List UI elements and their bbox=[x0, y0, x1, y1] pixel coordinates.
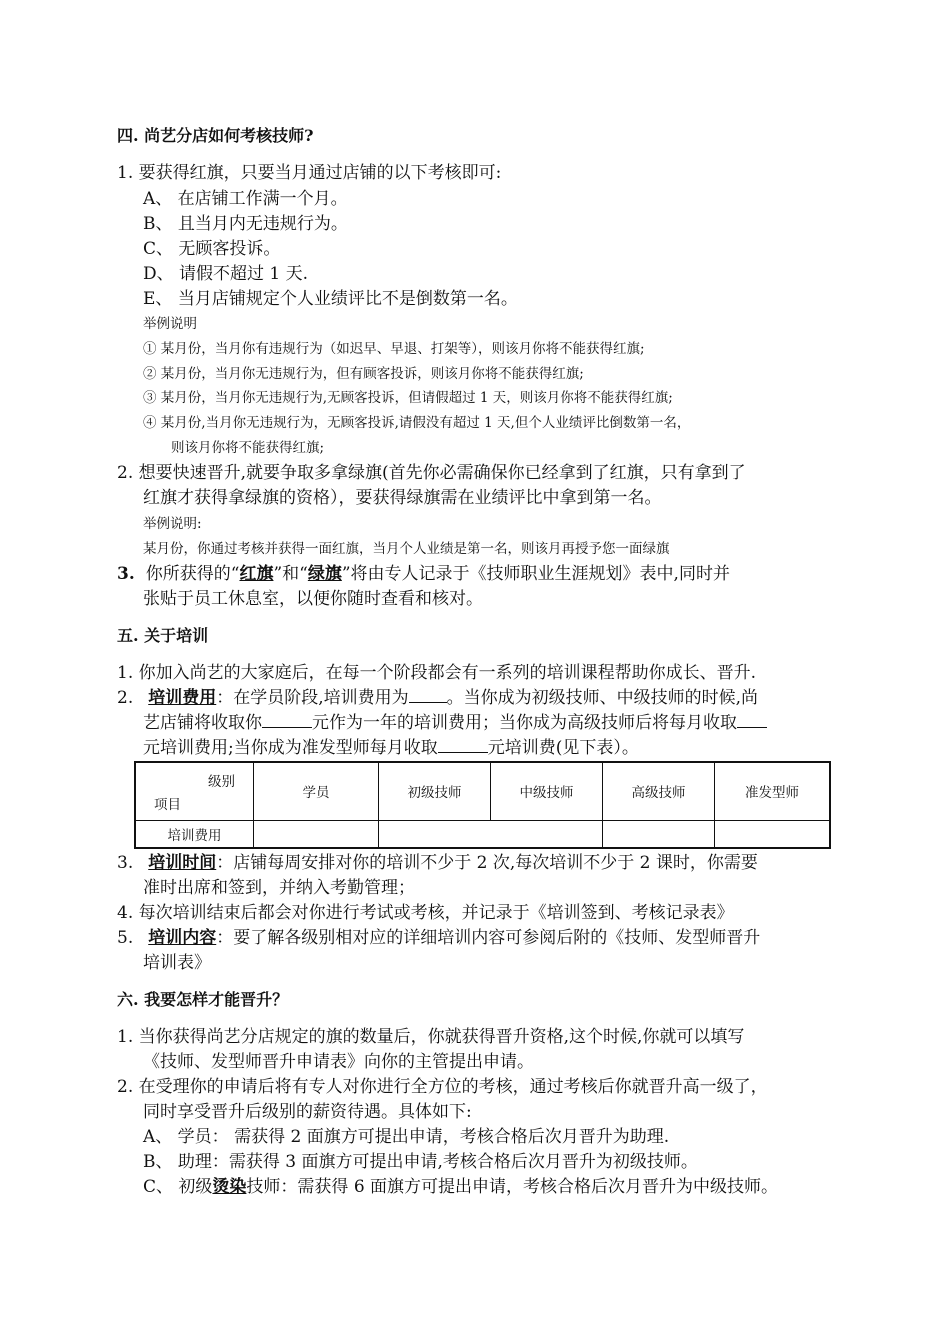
example-4: ④ 某月份,当月你无违规行为，无顾客投诉,请假没有超过 1 天,但个人业绩评比倒数第一名， bbox=[143, 415, 691, 431]
annual-fee-blank[interactable] bbox=[262, 712, 312, 728]
example-title: 举例说明 bbox=[143, 316, 197, 332]
example-2-title: 举例说明: bbox=[143, 516, 202, 532]
perm-dye-term: 烫染 bbox=[212, 1177, 247, 1197]
fee-cell[interactable] bbox=[254, 820, 379, 848]
condition-b: B、 且当月内无违规行为。 bbox=[143, 214, 348, 234]
corner-item-label: 项目 bbox=[154, 796, 181, 813]
training-content-label: 培训内容 bbox=[148, 928, 217, 948]
example-2: ② 某月份，当月你无违规行为，但有顾客投诉，则该月你将不能获得红旗; bbox=[143, 366, 584, 382]
section-5-item-4: 4. 每次培训结束后都会对你进行考试或考核，并记录于《培训签到、考核记录表》 bbox=[117, 903, 734, 923]
section-5-item-5-cont: 培训表》 bbox=[143, 953, 211, 973]
condition-a: A、 在店铺工作满一个月。 bbox=[143, 189, 348, 209]
item-2-line-2-b: 元作为一年的培训费用；当你成为高级技师后将每月收取 bbox=[312, 713, 737, 733]
item-3-text-a: 你所获得的“ bbox=[145, 564, 240, 584]
green-flag-example: 某月份，你通过考核并获得一面红旗，当月个人业绩是第一名，则该月再授予您一面绿旗 bbox=[143, 541, 670, 557]
example-1: ① 某月份，当月你有违规行为（如迟早、早退、打架等），则该月你将不能获得红旗; bbox=[143, 341, 645, 357]
trainee-fee-blank[interactable] bbox=[409, 687, 447, 703]
senior-monthly-fee-blank[interactable] bbox=[737, 712, 767, 728]
item-3-number: 3. bbox=[117, 564, 135, 584]
section-4-item-3-cont: 张贴于员工休息室，以便你随时查看和核对。 bbox=[143, 589, 483, 609]
section-6-item-1: 1. 当你获得尚艺分店规定的旗的数量后，你就获得晋升资格,这个时候,你就可以填写 bbox=[117, 1027, 745, 1047]
section-6-heading: 六. 我要怎样才能晋升？ bbox=[117, 990, 289, 1009]
training-fee-table bbox=[134, 761, 831, 849]
fee-cell[interactable] bbox=[715, 820, 831, 848]
item-5-text: ：要了解各级别相对应的详细培训内容可参阅后附的《技师、发型师晋升 bbox=[216, 928, 761, 948]
section-4-heading: 四. 尚艺分店如何考核技师? bbox=[117, 126, 314, 145]
level-c-b: 技师：需获得 6 面旗方可提出申请，考核合格后次月晋升为中级技师。 bbox=[246, 1177, 779, 1197]
item-5-number: 5. bbox=[117, 928, 134, 948]
section-5-item-3-cont: 准时出席和签到，并纳入考勤管理； bbox=[143, 878, 415, 898]
item-3-text: ：店铺每周安排对你的培训不少于 2 次,每次培训不少于 2 课时，你需要 bbox=[216, 853, 758, 873]
level-c bbox=[143, 1175, 778, 1199]
column-header: 中级技师 bbox=[491, 762, 603, 820]
training-fee-label: 培训费用 bbox=[148, 688, 217, 708]
item-2-line-2-a: 艺店铺将收取你 bbox=[143, 713, 262, 733]
table-corner-cell bbox=[135, 762, 254, 820]
corner-level-label: 级别 bbox=[208, 773, 235, 790]
training-time-label: 培训时间 bbox=[148, 853, 217, 873]
example-4-cont: 则该月你将不能获得红旗; bbox=[171, 440, 325, 456]
section-6-item-2-cont: 同时享受晋升后级别的薪资待遇。具体如下: bbox=[143, 1102, 472, 1122]
section-5-item-2-line-2 bbox=[143, 711, 767, 735]
item-2-text-a: ：在学员阶段,培训费用为 bbox=[216, 688, 409, 708]
section-5-item-1: 1. 你加入尚艺的大家庭后，在每一个阶段都会有一系列的培训课程帮助你成长、晋升. bbox=[117, 663, 757, 683]
section-4-item-2-cont: 红旗才获得拿绿旗的资格），要获得绿旗需在业绩评比中拿到第一名。 bbox=[143, 488, 662, 508]
section-5-item-5 bbox=[117, 926, 760, 950]
fee-cell[interactable] bbox=[379, 820, 603, 848]
column-header: 准发型师 bbox=[715, 762, 831, 820]
level-b: B、 助理：需获得 3 面旗方可提出申请,考核合格后次月晋升为初级技师。 bbox=[143, 1152, 698, 1172]
item-2-line-3-b: 元培训费(见下表）。 bbox=[487, 738, 639, 758]
section-5-heading: 五. 关于培训 bbox=[117, 626, 209, 645]
item-3-number: 3. bbox=[117, 853, 134, 873]
item-2-line-3-a: 元培训费用;当你成为准发型师每月收取 bbox=[143, 738, 438, 758]
red-flag-term: 红旗 bbox=[239, 564, 274, 584]
section-5-item-2-line-3 bbox=[143, 736, 639, 760]
item-2-text-b: 。当你成为初级技师、中级技师的时候,尚 bbox=[446, 688, 759, 708]
level-a: A、 学员： 需获得 2 面旗方可提出申请，考核合格后次月晋升为助理. bbox=[143, 1127, 670, 1147]
item-2-number: 2. bbox=[117, 688, 134, 708]
level-c-a: C、 初级 bbox=[143, 1177, 213, 1197]
section-4-item-1: 1. 要获得红旗，只要当月通过店铺的以下考核即可: bbox=[117, 163, 502, 183]
condition-c: C、 无顾客投诉。 bbox=[143, 239, 281, 259]
column-header: 高级技师 bbox=[603, 762, 715, 820]
section-6-item-2: 2. 在受理你的申请后将有专人对你进行全方位的考核，通过考核后你就晋升高一级了， bbox=[117, 1077, 768, 1097]
condition-d: D、 请假不超过 1 天. bbox=[143, 264, 309, 284]
section-4-item-3 bbox=[117, 562, 730, 586]
green-flag-term: 绿旗 bbox=[307, 564, 342, 584]
condition-e: E、 当月店铺规定个人业绩评比不是倒数第一名。 bbox=[143, 289, 518, 309]
fee-cell[interactable] bbox=[603, 820, 715, 848]
column-header: 学员 bbox=[254, 762, 379, 820]
section-5-item-3 bbox=[117, 851, 758, 875]
section-5-item-2 bbox=[117, 686, 758, 710]
item-3-text-c: ”将由专人记录于《技师职业生涯规划》表中,同时并 bbox=[341, 564, 730, 584]
section-6-item-1-cont: 《技师、发型师晋升申请表》向你的主管提出申请。 bbox=[143, 1052, 534, 1072]
row-label: 培训费用 bbox=[135, 820, 254, 848]
section-4-item-2: 2. 想要快速晋升,就要争取多拿绿旗(首先你必需确保你已经拿到了红旗，只有拿到了 bbox=[117, 463, 746, 483]
example-3: ③ 某月份，当月你无违规行为,无顾客投诉，但请假超过 1 天，则该月你将不能获得红旗; bbox=[143, 390, 673, 406]
item-3-text-b: ”和“ bbox=[273, 564, 308, 584]
column-header: 初级技师 bbox=[379, 762, 491, 820]
stylist-monthly-fee-blank[interactable] bbox=[438, 737, 488, 753]
